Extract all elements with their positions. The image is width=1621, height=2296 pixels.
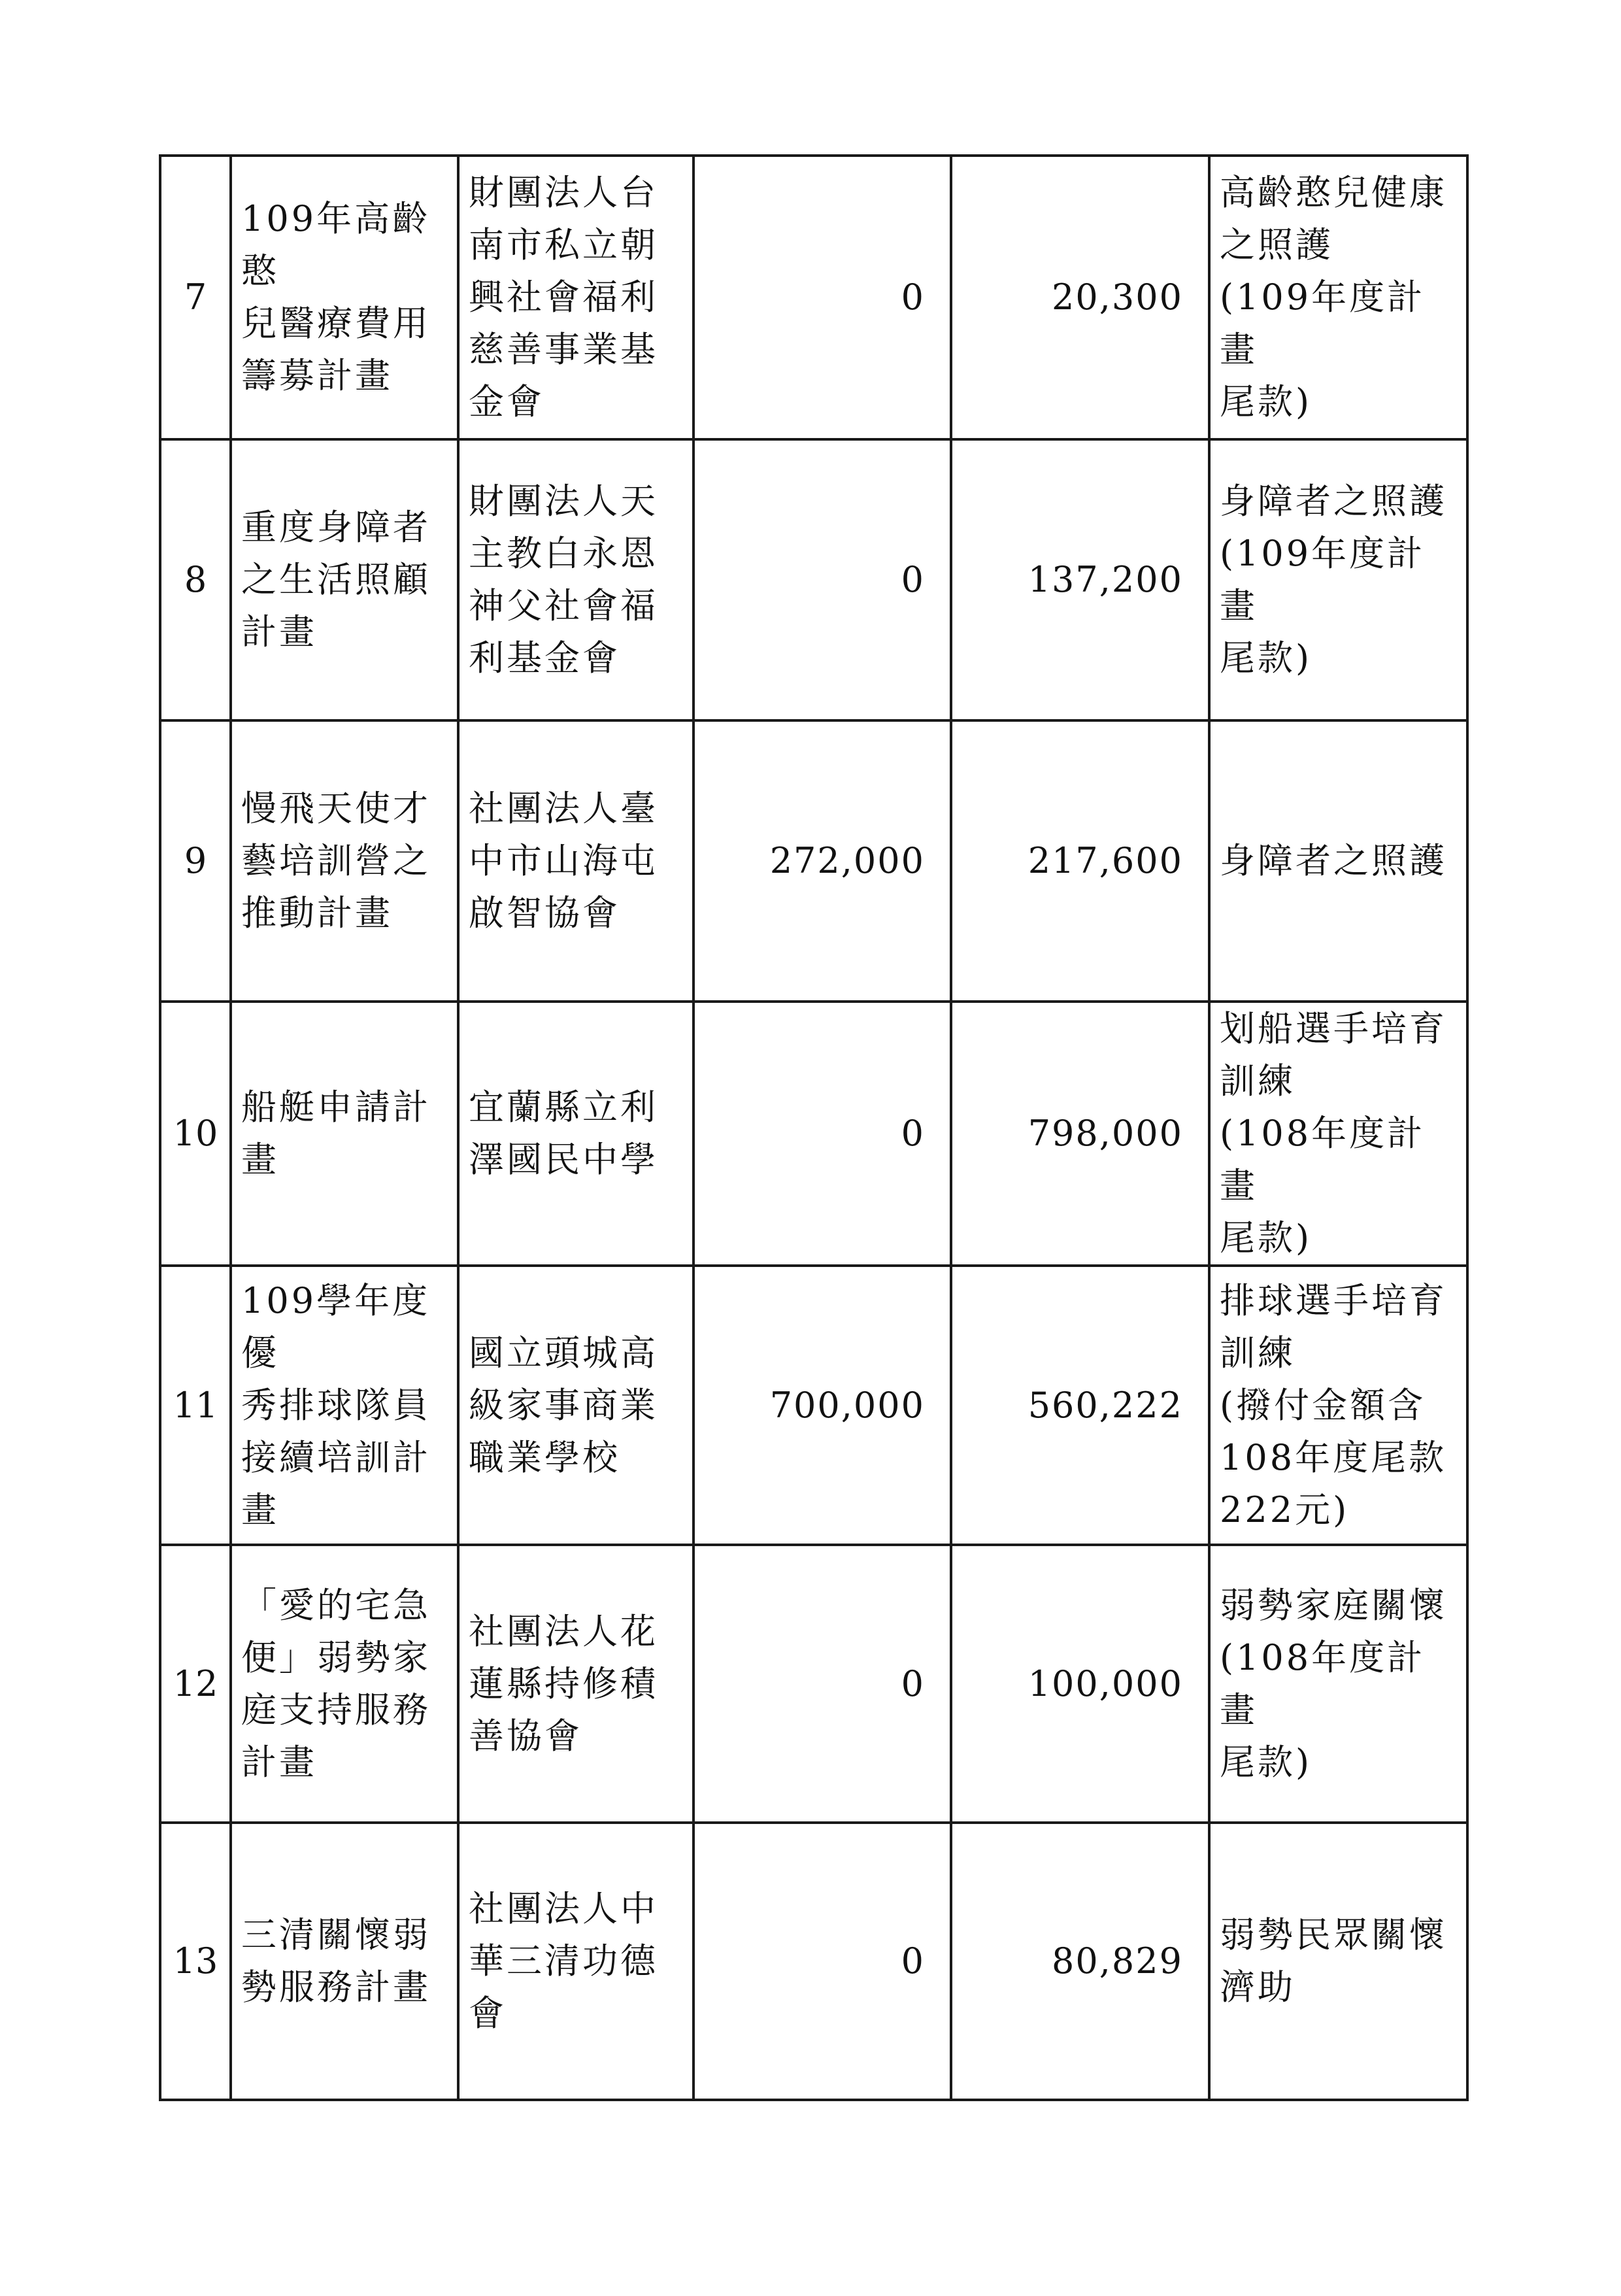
table-row [160, 156, 1467, 439]
approved-amount: 0 [694, 156, 951, 439]
plan-name: 109年高齡憨 兒醫療費用 籌募計畫 [231, 156, 458, 439]
organization: 宜蘭縣立利 澤國民中學 [458, 1002, 694, 1266]
plan-name: 船艇申請計 畫 [231, 1002, 458, 1266]
organization: 社團法人中 華三清功德 會 [458, 1823, 694, 2100]
row-number: 9 [160, 720, 231, 1002]
organization: 社團法人臺 中市山海屯 啟智協會 [458, 720, 694, 1002]
plan-name: 慢飛天使才 藝培訓營之 推動計畫 [231, 720, 458, 1002]
row-number: 13 [160, 1823, 231, 2100]
approved-amount: 0 [694, 1002, 951, 1266]
row-number: 10 [160, 1002, 231, 1266]
organization: 財團法人天 主教白永恩 神父社會福 利基金會 [458, 439, 694, 720]
plan-name: 「愛的宅急 便」弱勢家 庭支持服務 計畫 [231, 1545, 458, 1823]
purpose: 排球選手培育 訓練 (撥付金額含 108年度尾款 222元) [1209, 1266, 1467, 1545]
row-number: 12 [160, 1545, 231, 1823]
grant-table-wrapper [159, 154, 1469, 2101]
purpose: 身障者之照護 (109年度計畫 尾款) [1209, 439, 1467, 720]
table-row [160, 1823, 1467, 2100]
row-number: 11 [160, 1266, 231, 1545]
paid-amount: 217,600 [951, 720, 1209, 1002]
table-row [160, 720, 1467, 1002]
row-number: 7 [160, 156, 231, 439]
purpose: 弱勢民眾關懷 濟助 [1209, 1823, 1467, 2100]
table-row [160, 439, 1467, 720]
plan-name: 三清關懷弱 勢服務計畫 [231, 1823, 458, 2100]
approved-amount: 0 [694, 439, 951, 720]
paid-amount: 20,300 [951, 156, 1209, 439]
purpose: 弱勢家庭關懷 (108年度計畫 尾款) [1209, 1545, 1467, 1823]
purpose: 划船選手培育 訓練 (108年度計畫 尾款) [1209, 1002, 1467, 1266]
organization: 財團法人台 南市私立朝 興社會福利 慈善事業基 金會 [458, 156, 694, 439]
purpose: 身障者之照護 [1209, 720, 1467, 1002]
organization: 社團法人花 蓮縣持修積 善協會 [458, 1545, 694, 1823]
paid-amount: 560,222 [951, 1266, 1209, 1545]
plan-name: 重度身障者 之生活照顧 計畫 [231, 439, 458, 720]
plan-name: 109學年度優 秀排球隊員 接續培訓計 畫 [231, 1266, 458, 1545]
paid-amount: 798,000 [951, 1002, 1209, 1266]
approved-amount: 0 [694, 1545, 951, 1823]
table-row [160, 1266, 1467, 1545]
approved-amount: 272,000 [694, 720, 951, 1002]
grant-table [159, 154, 1469, 2101]
paid-amount: 100,000 [951, 1545, 1209, 1823]
purpose: 高齡憨兒健康 之照護 (109年度計畫 尾款) [1209, 156, 1467, 439]
approved-amount: 700,000 [694, 1266, 951, 1545]
approved-amount: 0 [694, 1823, 951, 2100]
table-row [160, 1545, 1467, 1823]
paid-amount: 80,829 [951, 1823, 1209, 2100]
paid-amount: 137,200 [951, 439, 1209, 720]
organization: 國立頭城高 級家事商業 職業學校 [458, 1266, 694, 1545]
table-row [160, 1002, 1467, 1266]
row-number: 8 [160, 439, 231, 720]
